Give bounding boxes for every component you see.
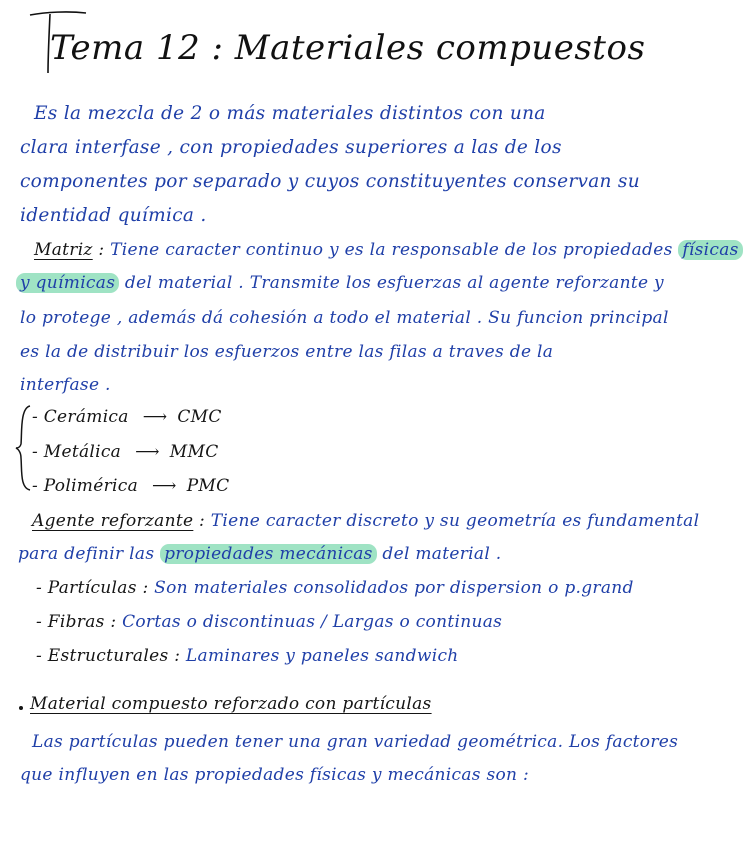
section-line-1: Las partículas pueden tener una gran variedad geométrica. Los factores	[32, 732, 679, 752]
reinforcement-desc: Son materiales consolidados por dispersion o p.grand	[154, 578, 634, 598]
agente-label: Agente reforzante	[32, 511, 194, 531]
bullet-dot	[19, 706, 23, 710]
agente-separator: :	[193, 511, 211, 531]
intro-line-1: Es la mezcla de 2 o más materiales distintos con una	[34, 103, 546, 124]
reinforcement-name: Estructurales	[47, 646, 169, 666]
reinforcement-name: Partículas	[47, 578, 137, 598]
matriz-text-1: Tiene caracter continuo y es la responsable de los propiedades	[110, 240, 673, 260]
matriz-highlight-quimicas: y químicas	[16, 273, 119, 293]
agente-highlight-mecanicas: propiedades mecánicas	[160, 544, 377, 564]
matrix-types-brace	[14, 404, 34, 492]
matriz-text-2: del material . Transmite los esfuerzas al agente reforzante y	[119, 273, 664, 293]
agente-line-2	[18, 544, 501, 564]
matrix-type-code: MMC	[169, 442, 219, 462]
matriz-highlight-fisicas: físicas	[678, 240, 742, 260]
matriz-line-3: lo protege , además dá cohesión a todo el material . Su funcion principal	[20, 308, 669, 328]
page-title: Tema 12 : Materiales compuestos	[50, 28, 646, 68]
matrix-type-name: Polimérica	[43, 476, 139, 496]
matrix-type-metalica: - Metálica ⟶ MMC	[32, 442, 219, 462]
arrow-icon: ⟶	[152, 476, 177, 496]
section-heading: Material compuesto reforzado con partículas	[30, 694, 432, 714]
matrix-type-code: CMC	[177, 407, 222, 427]
reinforcement-particulas: - Partículas : Son materiales consolidados por dispersion o p.grand	[36, 578, 634, 598]
reinforcement-fibras: - Fibras : Cortas o discontinuas / Largas o continuas	[36, 612, 503, 632]
matrix-type-polimerica: - Polimérica ⟶ PMC	[32, 476, 230, 496]
matriz-line-5: interfase .	[20, 375, 111, 395]
arrow-icon: ⟶	[135, 442, 160, 462]
matrix-type-name: Metálica	[43, 442, 122, 462]
arrow-icon: ⟶	[142, 407, 168, 427]
matriz-line-4: es la de distribuir los esfuerzos entre las filas a traves de la	[20, 342, 554, 362]
agente-line-1	[32, 511, 699, 531]
matrix-type-name: Cerámica	[43, 407, 129, 427]
matriz-separator: :	[92, 240, 111, 260]
intro-line-3: componentes por separado y cuyos constituyentes conservan su	[20, 171, 640, 192]
reinforcement-desc: Laminares y paneles sandwich	[185, 646, 459, 666]
reinforcement-name: Fibras	[47, 612, 105, 632]
agente-text-2b: del material .	[376, 544, 502, 564]
matriz-line-1	[34, 240, 743, 260]
matriz-line-2	[16, 273, 664, 293]
matrix-type-ceramica: - Cerámica ⟶ CMC	[32, 407, 222, 427]
intro-line-4: identidad química .	[20, 205, 207, 226]
section-line-2: que influyen en las propiedades físicas y mecánicas son :	[20, 765, 530, 785]
matriz-label: Matriz	[34, 240, 93, 260]
agente-text-2a: para definir las	[18, 544, 161, 564]
matrix-type-code: PMC	[186, 476, 230, 496]
reinforcement-desc: Cortas o discontinuas / Largas o continuas	[122, 612, 503, 632]
intro-line-2: clara interfase , con propiedades superiores a las de los	[20, 137, 562, 158]
reinforcement-estructurales: - Estructurales : Laminares y paneles sandwich	[36, 646, 459, 666]
agente-text-1: Tiene caracter discreto y su geometría es fundamental	[210, 511, 700, 531]
